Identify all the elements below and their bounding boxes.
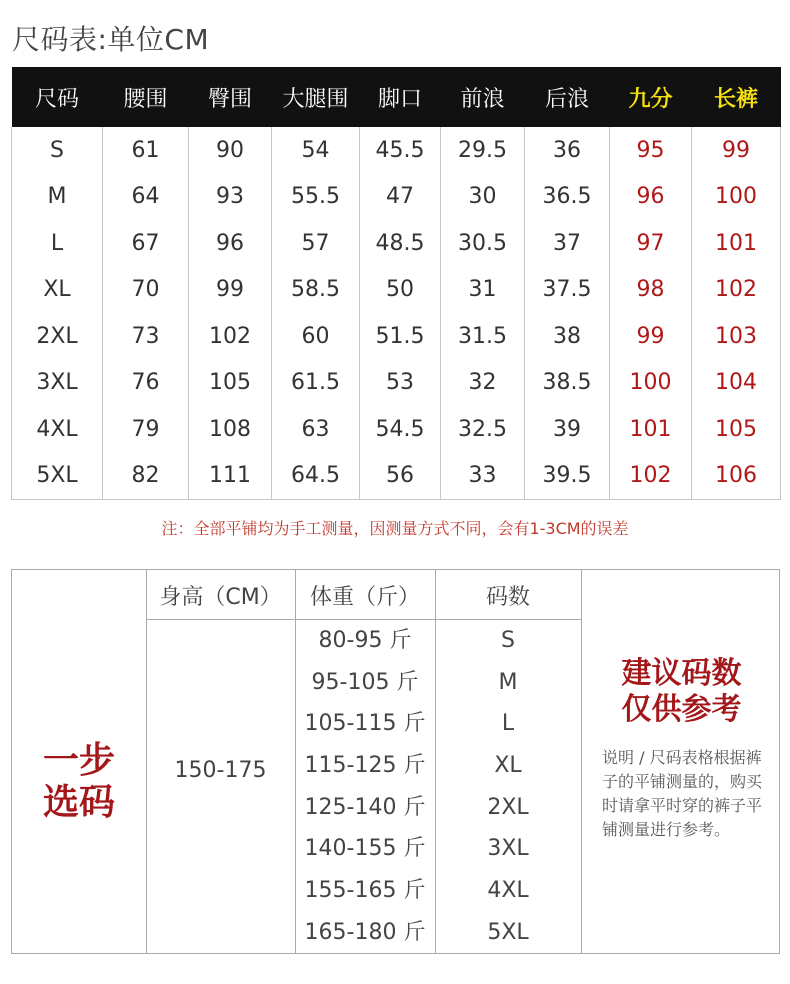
table-cell: 99: [189, 267, 272, 314]
table-cell: 76: [103, 360, 189, 407]
recommended-size: L: [501, 711, 515, 737]
table-cell: 64.5: [272, 453, 360, 500]
table-cell: 96: [610, 174, 692, 221]
size-recommendation-panel: [11, 569, 780, 954]
table-cell: S: [12, 127, 103, 174]
table-cell: 4XL: [12, 406, 103, 453]
recommended-size: 5XL: [487, 919, 529, 945]
weight-column: [295, 620, 435, 954]
table-cell: 55.5: [272, 174, 360, 221]
table-cell: 51.5: [360, 313, 441, 360]
table-cell: 53: [360, 360, 441, 407]
table-cell: XL: [12, 267, 103, 314]
weight-header: 体重（斤）: [309, 585, 420, 610]
table-cell: 101: [610, 406, 692, 453]
table-cell: 47: [360, 174, 441, 221]
table-cell: 70: [103, 267, 189, 314]
table-cell: 32.5: [441, 406, 525, 453]
table-cell: 39.5: [525, 453, 610, 500]
page-title: 尺码表:单位CM: [12, 23, 210, 56]
table-row: [12, 313, 781, 360]
column-header: 后浪: [525, 67, 610, 127]
suggestion-line1: 建议码数: [621, 656, 742, 691]
table-cell: 108: [189, 406, 272, 453]
column-header: 腰围: [103, 67, 189, 127]
table-cell: M: [12, 174, 103, 221]
table-cell: 90: [189, 127, 272, 174]
table-cell: 36: [525, 127, 610, 174]
table-cell: 95: [610, 127, 692, 174]
table-row: [12, 406, 781, 453]
recommended-size: XL: [494, 753, 522, 779]
table-row: [12, 267, 781, 314]
table-cell: 102: [610, 453, 692, 500]
table-cell: 61: [103, 127, 189, 174]
table-row: [12, 174, 781, 221]
table-row: [12, 127, 781, 174]
table-cell: 99: [610, 313, 692, 360]
weight-range: 80-95 斤: [318, 628, 412, 653]
table-cell: 39: [525, 406, 610, 453]
table-cell: 32: [441, 360, 525, 407]
column-header: 脚口: [360, 67, 441, 127]
weight-range: 105-115 斤: [304, 711, 426, 737]
table-cell: 60: [272, 313, 360, 360]
table-cell: 36.5: [525, 174, 610, 221]
size-chart-table: [11, 67, 781, 500]
table-cell: 100: [692, 174, 781, 221]
table-cell: 67: [103, 220, 189, 267]
table-cell: 101: [692, 220, 781, 267]
table-cell: 57: [272, 220, 360, 267]
table-cell: 100: [610, 360, 692, 407]
table-cell: 38.5: [525, 360, 610, 407]
table-cell: 82: [103, 453, 189, 500]
quick-size-label: [12, 740, 146, 824]
recommended-size: 4XL: [487, 878, 529, 904]
recommended-size: M: [498, 669, 518, 695]
table-cell: 2XL: [12, 313, 103, 360]
recommended-size: S: [501, 628, 515, 653]
column-header: 臀围: [189, 67, 272, 127]
table-cell: 64: [103, 174, 189, 221]
table-row: [12, 453, 781, 500]
table-row: [12, 220, 781, 267]
table-cell: 102: [692, 267, 781, 314]
weight-range: 155-165 斤: [304, 878, 426, 904]
table-cell: 50: [360, 267, 441, 314]
table-cell: 33: [441, 453, 525, 500]
table-cell: 29.5: [441, 127, 525, 174]
table-cell: 79: [103, 406, 189, 453]
table-cell: 111: [189, 453, 272, 500]
column-header: 长裤: [692, 67, 781, 127]
table-cell: 58.5: [272, 267, 360, 314]
quick-size-label-line1: 一步: [42, 740, 115, 781]
table-cell: 3XL: [12, 360, 103, 407]
table-cell: 30: [441, 174, 525, 221]
size-column: [435, 620, 581, 954]
table-cell: 106: [692, 453, 781, 500]
table-cell: 105: [189, 360, 272, 407]
column-header: 尺码: [12, 67, 103, 127]
table-cell: 48.5: [360, 220, 441, 267]
measurement-description: 说明 / 尺码表格根据裤子的平铺测量的，购买时请拿平时穿的裤子平铺测量进行参考。: [602, 748, 763, 839]
table-cell: 31: [441, 267, 525, 314]
column-header: 九分: [610, 67, 692, 127]
table-cell: 93: [189, 174, 272, 221]
table-cell: 104: [692, 360, 781, 407]
column-header: 前浪: [441, 67, 525, 127]
weight-range: 125-140 斤: [304, 794, 426, 820]
table-cell: 73: [103, 313, 189, 360]
suggestion-line2: 仅供参考: [621, 692, 742, 727]
table-cell: 54: [272, 127, 360, 174]
table-cell: 37.5: [525, 267, 610, 314]
suggestion-title: [582, 656, 781, 728]
weight-range: 95-105 斤: [311, 669, 419, 695]
table-cell: 102: [189, 313, 272, 360]
recommended-size: 3XL: [487, 836, 529, 862]
table-row: [12, 360, 781, 407]
column-header: 大腿围: [272, 67, 360, 127]
weight-range: 115-125 斤: [304, 753, 426, 779]
size-header: 码数: [485, 585, 530, 610]
table-cell: 30.5: [441, 220, 525, 267]
measurement-note: 注：全部平铺均为手工测量，因测量方式不同，会有1-3CM的误差: [161, 519, 629, 538]
table-cell: 31.5: [441, 313, 525, 360]
table-cell: 37: [525, 220, 610, 267]
table-cell: 38: [525, 313, 610, 360]
table-cell: 45.5: [360, 127, 441, 174]
table-cell: 54.5: [360, 406, 441, 453]
table-cell: 105: [692, 406, 781, 453]
table-cell: 63: [272, 406, 360, 453]
recommended-size: 2XL: [487, 794, 529, 820]
table-cell: 5XL: [12, 453, 103, 500]
table-cell: 96: [189, 220, 272, 267]
weight-range: 165-180 斤: [304, 919, 426, 945]
table-cell: 98: [610, 267, 692, 314]
height-range: 150-175: [174, 758, 267, 783]
table-cell: 103: [692, 313, 781, 360]
table-cell: 99: [692, 127, 781, 174]
table-cell: 97: [610, 220, 692, 267]
quick-size-label-line2: 选码: [42, 782, 115, 823]
height-header: 身高（CM）: [159, 585, 282, 610]
table-cell: L: [12, 220, 103, 267]
table-cell: 56: [360, 453, 441, 500]
weight-range: 140-155 斤: [304, 836, 426, 862]
table-cell: 61.5: [272, 360, 360, 407]
